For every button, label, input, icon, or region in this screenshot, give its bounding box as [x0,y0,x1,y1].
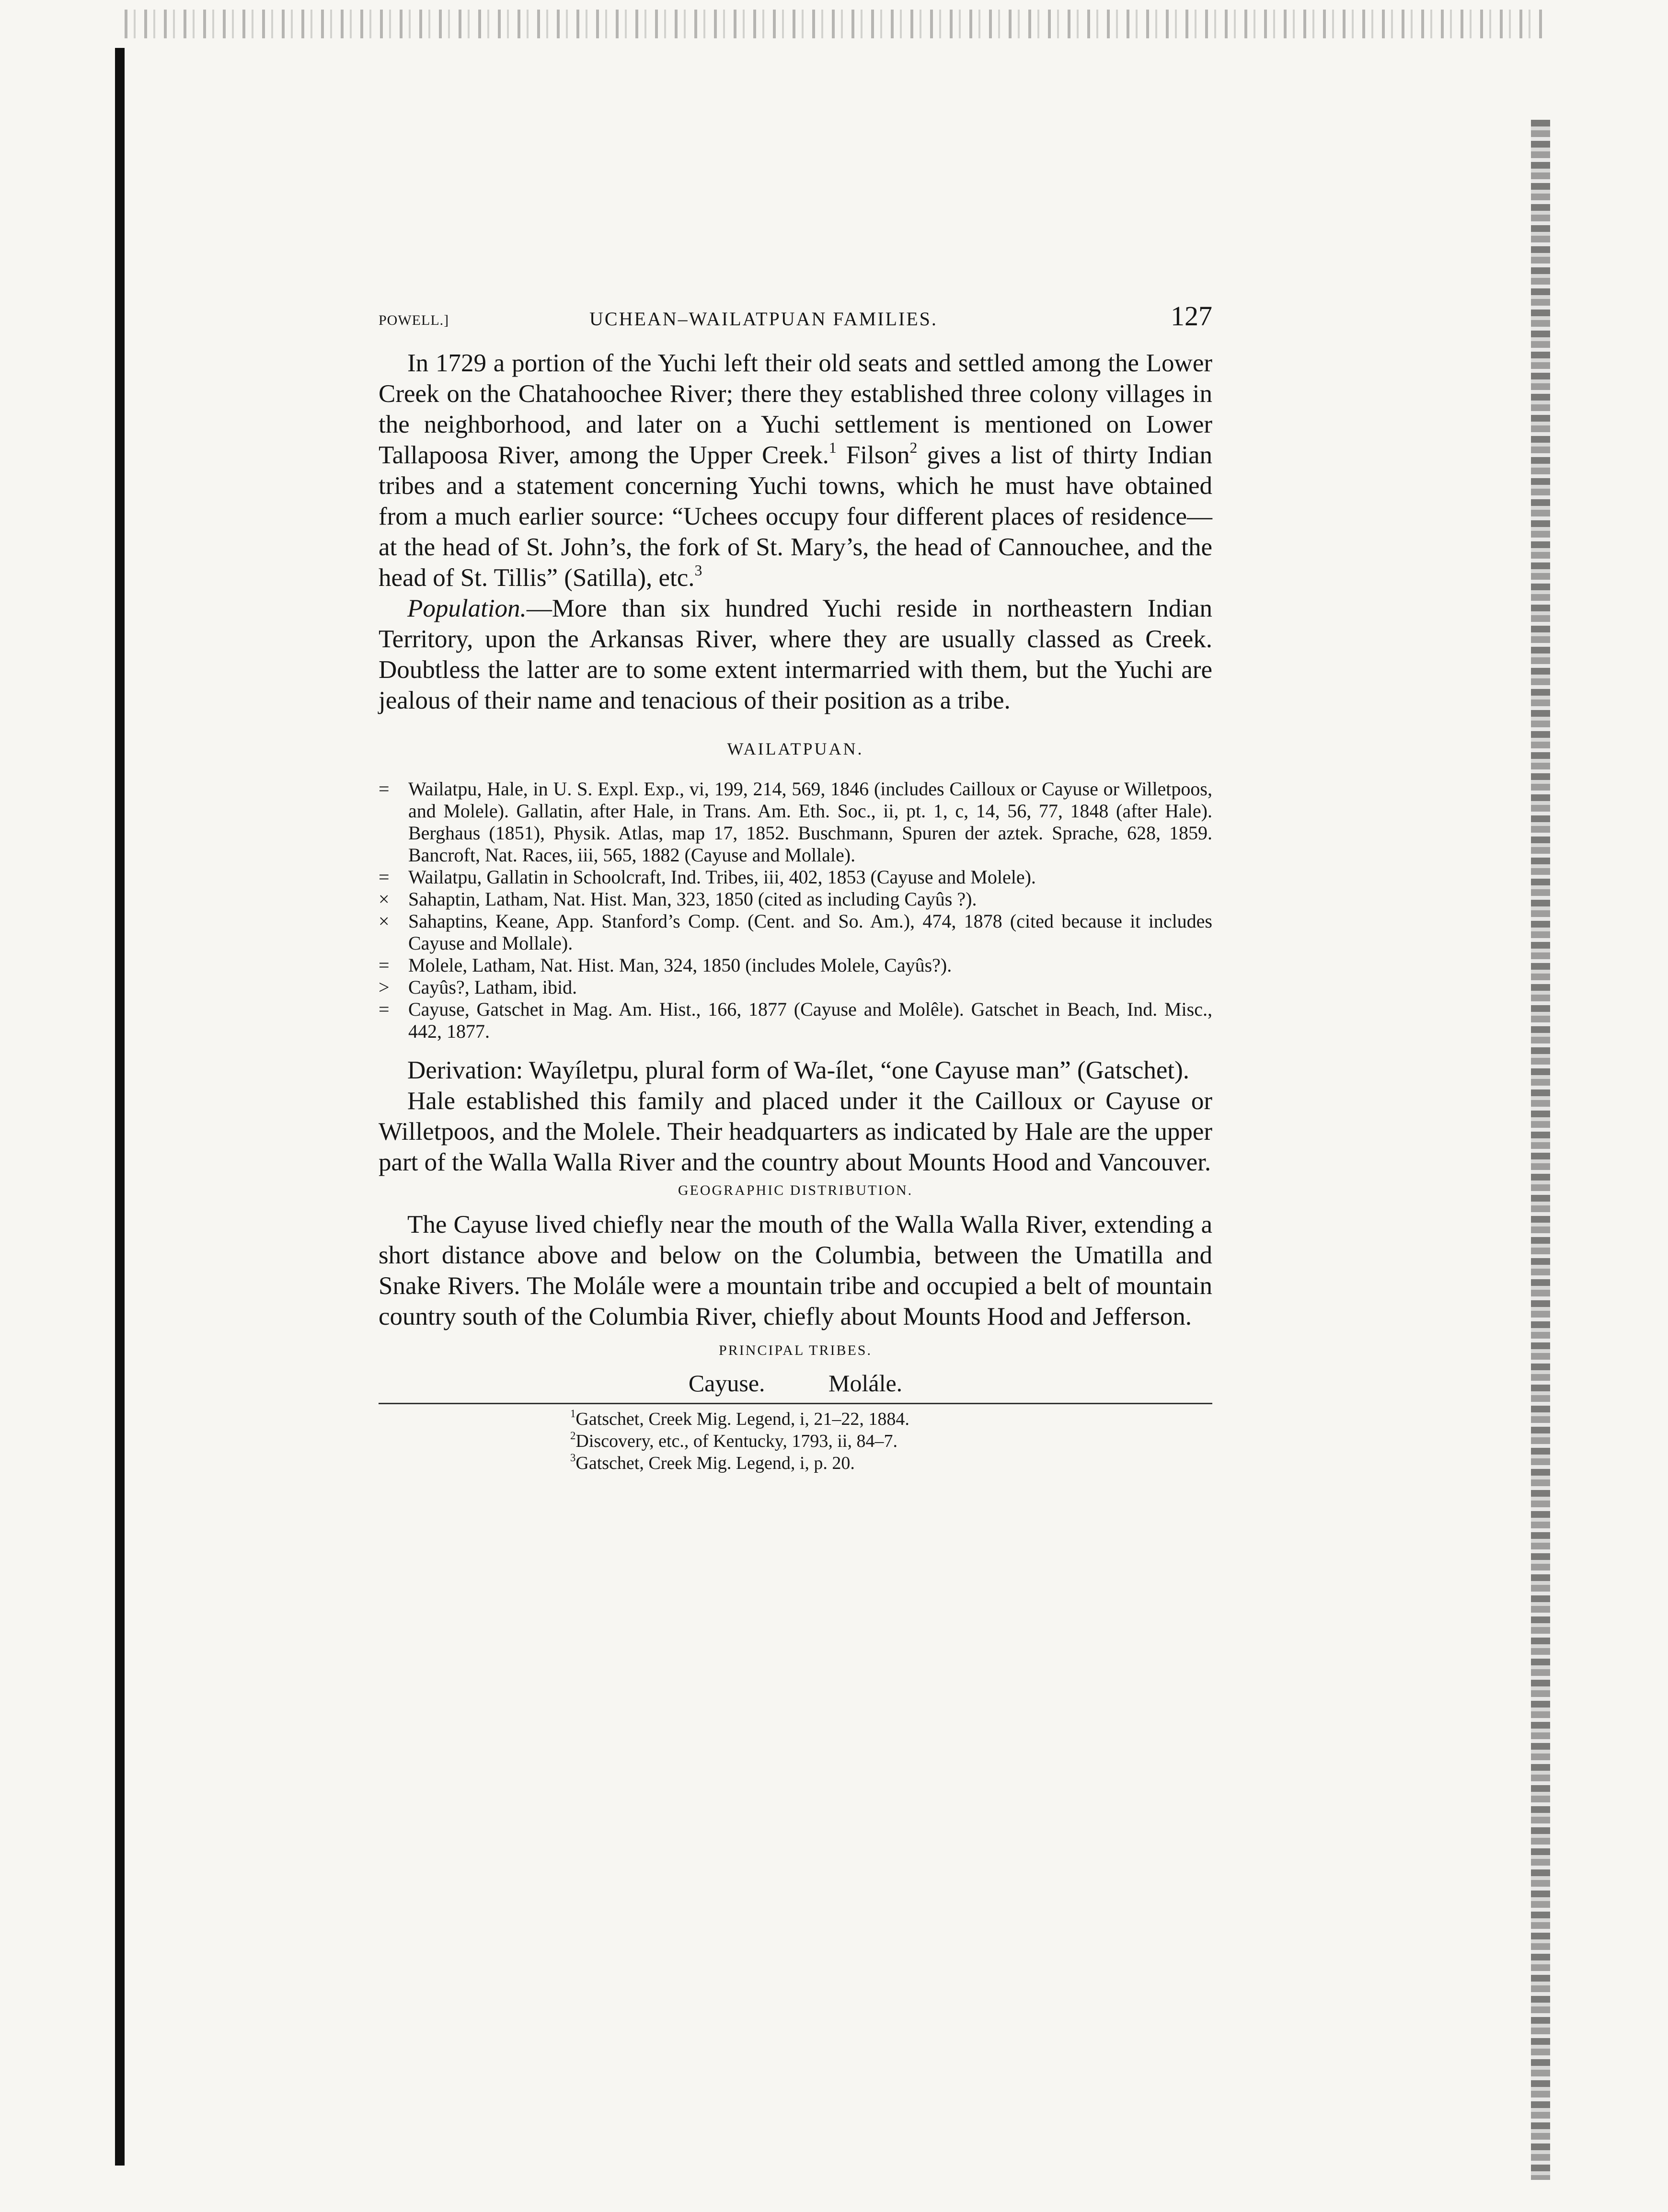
footnote-ref: 1 [828,439,837,456]
header-title: UCHEAN–WAILATPUAN FAMILIES. [589,308,938,330]
synonymy-entry [379,954,1212,976]
synonymy-list [379,778,1212,1043]
synonymy-symbol: = [379,998,390,1020]
synonymy-text: Molele, Latham, Nat. Hist. Man, 324, 1850 (includes Molele, Cayûs?). [408,954,952,976]
synonymy-symbol: = [379,778,390,800]
scan-binding-edge [115,48,125,2166]
paragraph-text: In 1729 a portion of the Yuchi left their old seats and settled among the Lower Creek on the Chatahoochee River; there they established three colony villages in the neighborhood, and later on a Yuchi settlement is mentioned on Lower Tallapoosa River, among the Upper Creek. [379,349,1212,469]
synonymy-text: Cayûs?, Latham, ibid. [408,976,577,998]
synonymy-text: Sahaptins, Keane, App. Stanford’s Comp. (Cent. and So. Am.), 474, 1878 (cited because it includes Cayuse and Mollale). [408,910,1212,954]
footnote [379,1430,1212,1452]
footnote-text: Gatschet, Creek Mig. Legend, i, 21–22, 1884. [575,1409,909,1429]
synonymy-text: Wailatpu, Gallatin in Schoolcraft, Ind. Tribes, iii, 402, 1853 (Cayuse and Molele). [408,866,1036,888]
synonymy-entry [379,778,1212,866]
population-label: Population. [407,595,527,622]
tribe-name: Molále. [828,1370,903,1397]
footnote-mark: 2 [570,1430,576,1442]
footnote-rule [379,1403,1212,1404]
synonymy-text: Sahaptin, Latham, Nat. Hist. Man, 323, 1850 (cited as including Cayûs ?). [408,888,977,910]
paragraph-derivation: Derivation: Wayíletpu, plural form of Wa-ílet, “one Cayuse man” (Gatschet). [407,1056,1189,1084]
synonymy-symbol: × [379,910,390,932]
synonymy-text: Cayuse, Gatschet in Mag. Am. Hist., 166, 1877 (Cayuse and Molêle). Gatschet in Beach, Ind. Misc., 442, 1877. [408,998,1212,1042]
scan-noise-top [125,10,1543,38]
page-number: 127 [1171,300,1212,332]
footnote [379,1452,1212,1474]
paragraph-text: —More than six hundred Yuchi reside in northeastern Indian Territory, upon the Arkansas River, where they are usually classed as Creek. Doubtless the latter are to some extent intermarried with them, but the Yuchi are jealous of their name and tenacious of their position as a tribe. [379,595,1212,714]
footnote-ref: 2 [909,439,918,456]
principal-tribes-heading: PRINCIPAL TRIBES. [719,1342,872,1358]
paragraph-geographic: The Cayuse lived chiefly near the mouth of the Walla Walla River, extending a short distance above and below on the Columbia, between the Umatilla and Snake Rivers. The Molále were a mountain tribe and occupied a belt of mountain country south of the Columbia River, chiefly about Mounts Hood and Jefferson. [379,1211,1212,1330]
footnote [379,1408,1212,1430]
synonymy-entry [379,998,1212,1043]
paragraph-hale: Hale established this family and placed under it the Cailloux or Cayuse or Willetpoos, and the Molele. Their headquarters as indicated by Hale are the upper part of the Walla Walla River and the country about Mounts Hood and Vancouver. [379,1087,1212,1176]
page [379,297,1212,1474]
synonymy-symbol: > [379,976,390,998]
synonymy-symbol: × [379,888,390,910]
paragraph-text: gives a list of thirty Indian tribes and a statement concerning Yuchi towns, which he must have obtained from a much earlier source: “Uchees occupy four different places of residence—at the head of St. John’s, the fork of St. Mary’s, the head of Cannouchee, and the head of St. Tillis” (Satilla), etc. [379,441,1212,592]
footnote-text: Gatschet, Creek Mig. Legend, i, p. 20. [575,1453,855,1473]
footnote-mark: 3 [570,1452,576,1464]
synonymy-symbol: = [379,954,390,976]
running-header [379,297,1212,340]
synonymy-entry [379,866,1212,888]
scan-page-edge [1531,120,1550,2180]
footnote-ref: 3 [694,562,702,579]
paragraph-yuchi-history [379,348,1212,593]
synonymy-entry [379,976,1212,998]
header-author: POWELL.] [379,312,449,328]
footnote-mark: 1 [570,1408,576,1420]
synonymy-entry [379,910,1212,954]
paragraph-population [379,593,1212,716]
principal-tribes-list [379,1369,1212,1397]
tribe-name: Cayuse. [688,1370,765,1397]
section-title: WAILATPUAN. [727,739,864,758]
synonymy-entry [379,888,1212,910]
geographic-distribution-heading: GEOGRAPHIC DISTRIBUTION. [678,1182,913,1198]
synonymy-text: Wailatpu, Hale, in U. S. Expl. Exp., vi, 199, 214, 569, 1846 (includes Cailloux or Cayuse or Willetpoos, and Molele). Gallatin, after Hale, in Trans. Am. Eth. Soc., ii, pt. 1, c, 14, 56, 77, 1848 (after Hale). Berghaus (1851), Physik. Atlas, map 17, 1852. Buschmann, Spuren der aztek. Sprache, 628, 1859. Bancroft, Nat. Races, iii, 565, 1882 (Cayuse and Mollale). [408,778,1212,866]
footnote-text: Discovery, etc., of Kentucky, 1793, ii, 84–7. [575,1431,897,1451]
paragraph-text: Filson [836,441,910,469]
synonymy-symbol: = [379,866,390,888]
